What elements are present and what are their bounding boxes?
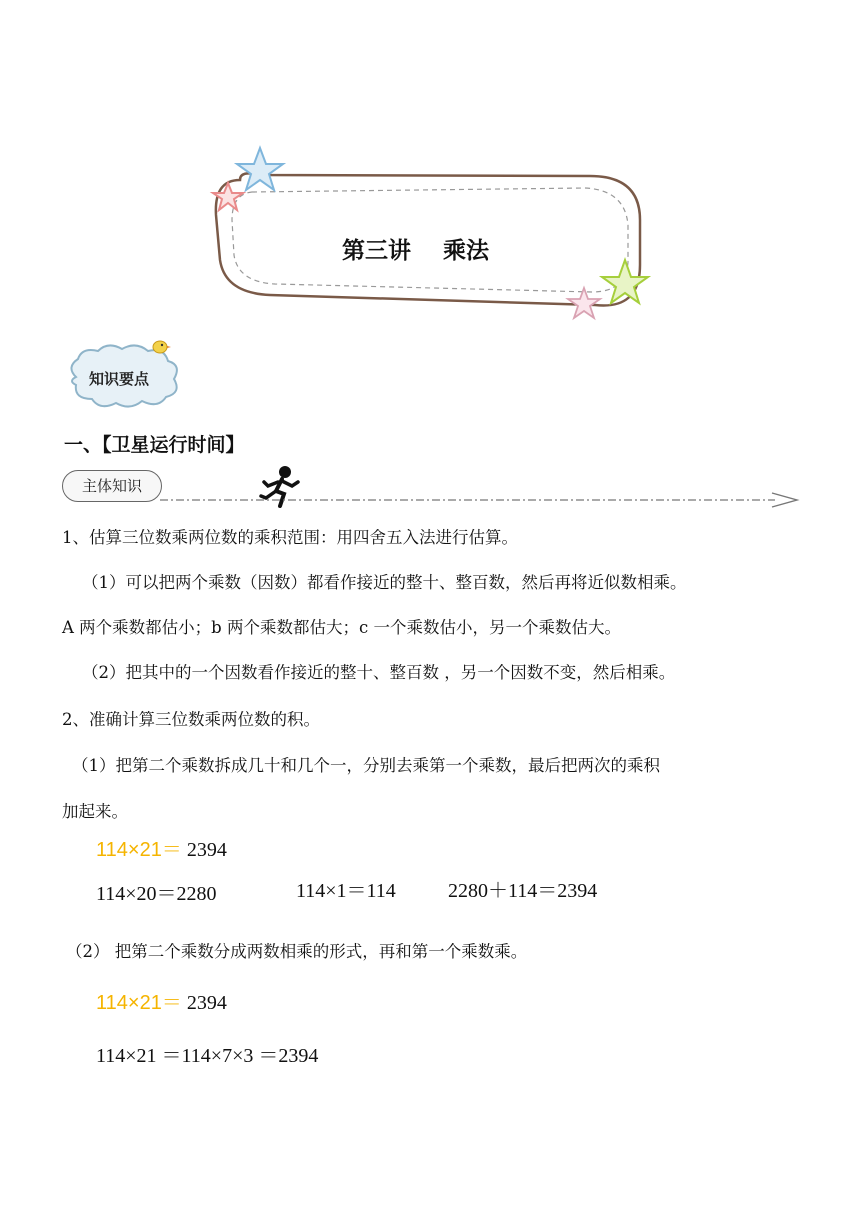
main-knowledge-pill: 主体知识 <box>62 470 162 502</box>
star-icon <box>568 288 600 318</box>
paragraph-estimation: 1、估算三位数乘两位数的乘积范围：用四舍五入法进行估算。 <box>62 528 518 547</box>
star-icon <box>213 183 243 210</box>
example-2-line <box>96 986 227 1015</box>
paragraph-estimation-method-1-options: A 两个乘数都估小；b 两个乘数都估大；c 一个乘数估小，另一个乘数估大。 <box>62 618 621 637</box>
example-1-step-3: 2280＋114＝2394 <box>448 880 598 902</box>
paragraph-exact: 2、准确计算三位数乘两位数的积。 <box>62 710 320 729</box>
example-1-step-1: 114×20＝2280 <box>96 883 217 905</box>
example-2-result: 2394 <box>181 992 227 1014</box>
arrow-icon <box>160 490 800 510</box>
knowledge-badge-label: 知识要点 <box>89 370 150 388</box>
page-title: 第三讲 乘法 <box>342 238 490 264</box>
paragraph-exact-method-2: （2） 把第二个乘数分成两数相乘的形式，再和第一个乘数乘。 <box>66 942 528 961</box>
example-1-step-2: 114×1＝114 <box>296 880 396 902</box>
paragraph-exact-method-1-cont: 加起来。 <box>62 802 128 821</box>
bird-icon <box>153 341 171 353</box>
paragraph-exact-method-1: （1）把第二个乘数拆成几十和几个一，分别去乘第一个乘数，最后把两次的乘积 <box>72 756 660 775</box>
star-icon <box>237 148 283 190</box>
paragraph-estimation-method-1: （1）可以把两个乘数（因数）都看作接近的整十、整百数，然后再将近似数相乘。 <box>82 573 687 592</box>
example-2-lhs: 114×21＝ <box>96 992 182 1014</box>
example-1-lhs: 114×21＝ <box>96 839 182 861</box>
example-2-step: 114×21 ＝114×7×3 ＝2394 <box>96 1045 319 1067</box>
example-1-result: 2394 <box>181 839 227 861</box>
paragraph-estimation-method-2: （2）把其中的一个因数看作接近的整十、整百数 ，另一个因数不变，然后相乘。 <box>82 663 676 682</box>
example-1-line <box>96 833 227 862</box>
section-heading: 一、【卫星运行时间】 <box>64 434 245 456</box>
